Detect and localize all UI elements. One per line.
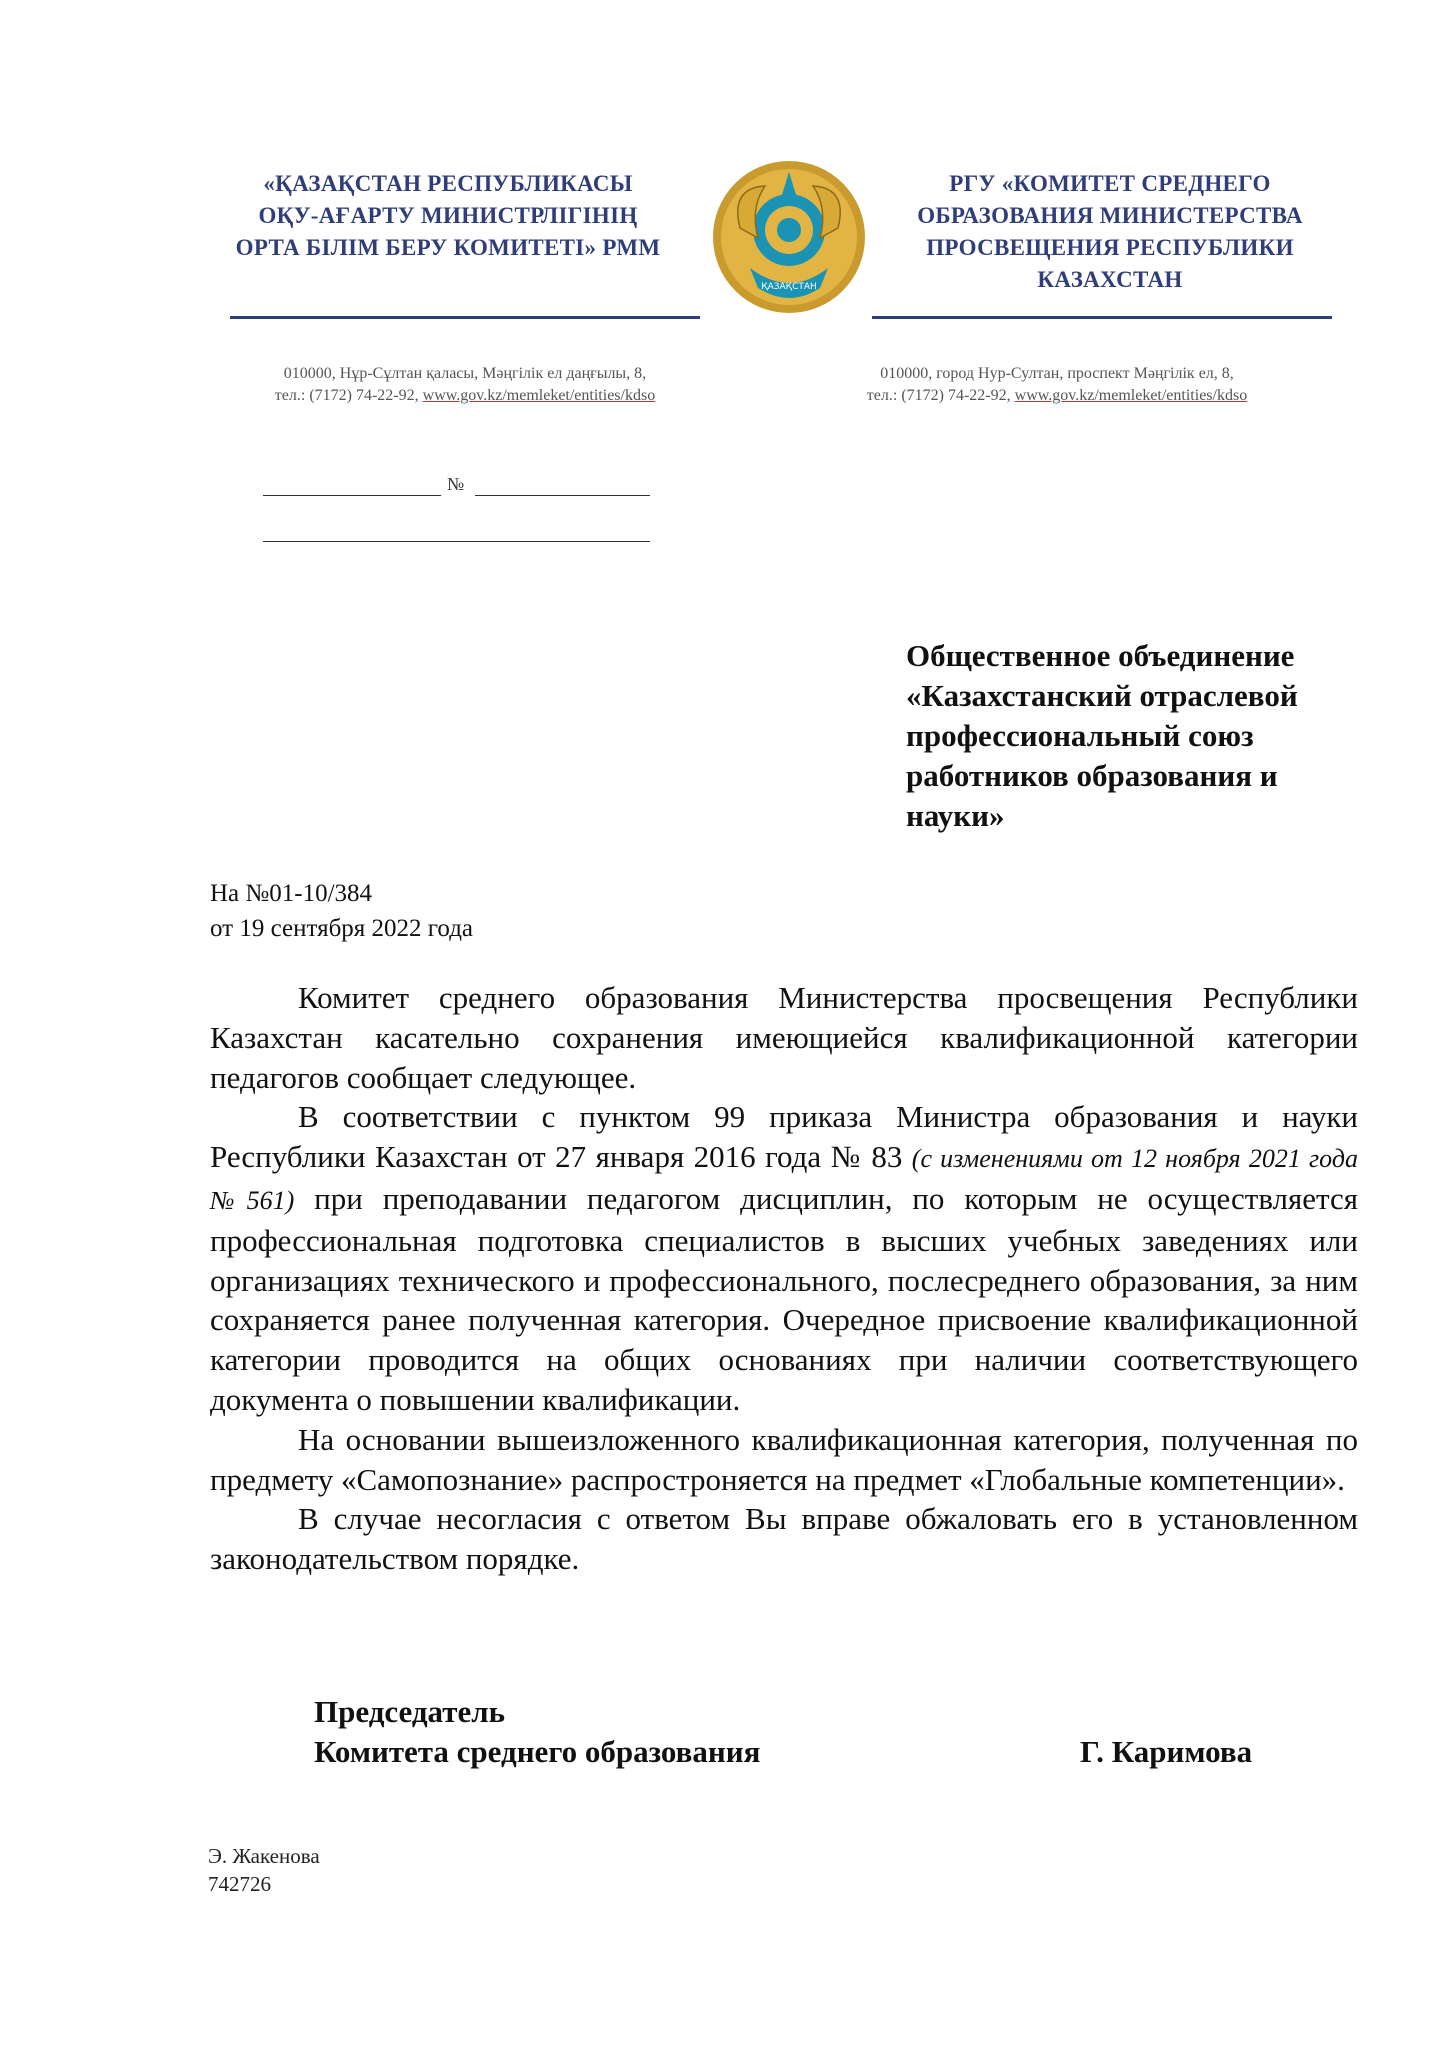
body-paragraph-1: Комитет среднего образования Министерства просвещения Республики Казахстан касательно сохранения имеющиейся квалификационной категории педагогов сообщает следующее.	[210, 980, 1358, 1095]
number-sign: №	[447, 474, 465, 494]
address-kz-link[interactable]: www.gov.kz/memleket/entities/kdso	[422, 387, 656, 404]
recipient-line-4: работников образования и	[906, 758, 1278, 793]
body-paragraph-4: В случае несогласия с ответом Вы вправе обжаловать его в установленном законодательством порядке.	[210, 1501, 1358, 1577]
executor-block	[208, 1842, 320, 1898]
state-emblem-icon	[700, 158, 878, 316]
recipient-line-5: науки»	[906, 798, 1005, 833]
reference-number: На №01-10/384	[210, 880, 373, 907]
executor-name: Э. Жакенова	[208, 1844, 320, 1868]
address-ru	[812, 363, 1302, 407]
signature-name: Г. Каримова	[1080, 1734, 1253, 1769]
address-kz-phone: тел.: (7172) 74-22-92,	[274, 387, 423, 404]
address-ru-link[interactable]: www.gov.kz/memleket/entities/kdso	[1014, 387, 1248, 404]
signature-title-line-2: Комитета среднего образования	[314, 1734, 761, 1769]
emblem-label: ҚАЗАҚСТАН	[761, 282, 817, 292]
org-ru-line-3: ПРОСВЕЩЕНИЯ РЕСПУБЛИКИ	[926, 235, 1294, 260]
recipient-block	[906, 636, 1366, 836]
address-kz-line-2	[230, 385, 700, 407]
org-ru-line-4: КАЗАХСТАН	[1037, 267, 1183, 292]
org-kz-line-1: «ҚАЗАҚСТАН РЕСПУБЛИКАСЫ	[263, 171, 633, 196]
address-ru-line-2	[812, 385, 1302, 407]
address-kz-line-1: 010000, Нұр-Сұлтан қаласы, Мәңгілік ел даңғылы, 8,	[283, 365, 647, 382]
letterhead-divider-right	[872, 316, 1332, 319]
org-kz-line-3: ОРТА БІЛІМ БЕРУ КОМИТЕТІ» РММ	[235, 235, 661, 260]
body-paragraph-2-start: В соответствии с пунктом 99 приказа Министра образования и науки Республики Казахстан от 27 января 2016 года № 83	[210, 1099, 1358, 1175]
signature-title	[314, 1692, 760, 1772]
outgoing-date-line	[263, 495, 441, 496]
letter-body	[210, 978, 1358, 1579]
org-ru-line-2: ОБРАЗОВАНИЯ МИНИСТЕРСТВА	[917, 203, 1303, 228]
address-kz	[230, 363, 700, 407]
org-ru-line-1: РГУ «КОМИТЕТ СРЕДНЕГО	[949, 171, 1271, 196]
recipient-line-1: Общественное объединение	[906, 638, 1295, 673]
org-kz-line-2: ОҚУ-АҒАРТУ МИНИСТРЛІГІНІҢ	[258, 203, 638, 228]
reference-block	[210, 876, 473, 946]
address-ru-phone: тел.: (7172) 74-22-92,	[866, 387, 1015, 404]
reference-date: от 19 сентября 2022 года	[210, 915, 474, 942]
letterhead-divider-left	[230, 316, 700, 319]
body-paragraph-2-end: при преподавании педагогом дисциплин, по которым не осуществляется профессиональная подготовка специалистов в высших учебных заведениях или организациях технического и профессионального, послесреднего образования, за ним сохраняется ранее полученная категория. Очередное присвоение квалификационной категории проводится на общих основаниях при наличии соответствующего документа о повышении квалификации.	[210, 1180, 1358, 1417]
body-paragraph-3: На основании вышеизложенного квалификационная категория, полученная по предмету «Самопознание» распростроняется на предмет «Глобальные компетенции».	[210, 1421, 1358, 1497]
registration-line	[263, 541, 650, 542]
letterhead-org-kz	[218, 168, 678, 264]
letterhead-org-ru	[880, 168, 1340, 296]
address-ru-line-1: 010000, город Нур-Султан, проспект Мәңгілік ел, 8,	[880, 365, 1234, 382]
body-paragraph-2	[210, 1097, 1358, 1419]
recipient-line-3: профессиональный союз	[906, 718, 1254, 753]
executor-phone: 742726	[208, 1872, 271, 1896]
body-paragraph-2-amendment: (с изменениями от 12 ноября 2021 года №561)	[210, 1144, 1358, 1215]
signature-title-line-1: Председатель	[314, 1694, 506, 1729]
recipient-line-2: «Казахстанский отраслевой	[906, 678, 1298, 713]
outgoing-number-line	[475, 495, 650, 496]
